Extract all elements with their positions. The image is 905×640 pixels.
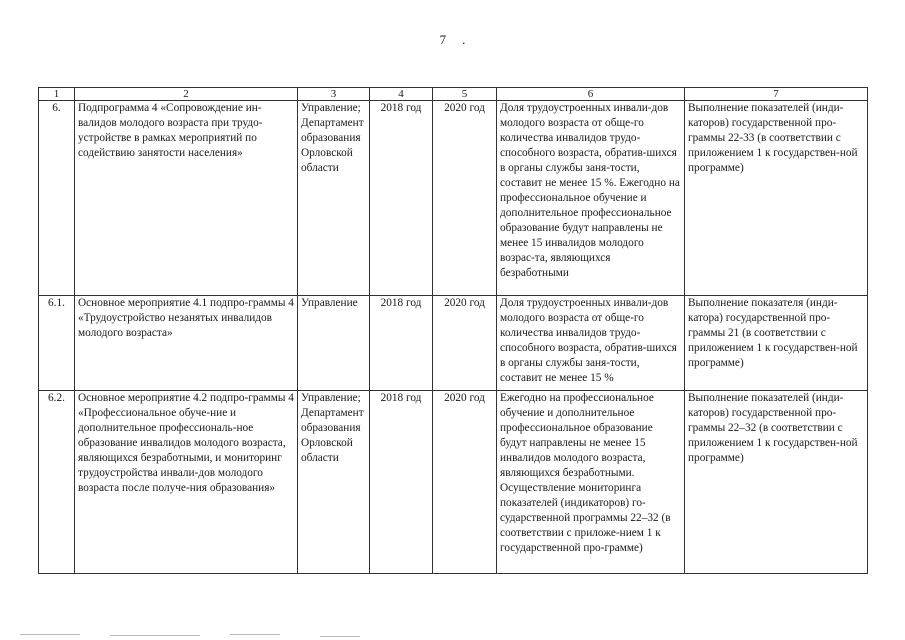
column-header: 6 xyxy=(497,88,685,101)
table-row xyxy=(39,101,868,296)
executor: Управление; Департамент образования Орловской области xyxy=(298,101,370,296)
table-header-row xyxy=(39,88,868,101)
page-number-value: 7 xyxy=(439,32,447,47)
row-number: 6.1. xyxy=(39,296,75,391)
start-year: 2018 год xyxy=(370,101,433,296)
column-header: 5 xyxy=(433,88,497,101)
executor: Управление xyxy=(298,296,370,391)
measure-name: Подпрограмма 4 «Сопровождение ин-валидов молодого возраста при трудо-устройстве в рамках мероприятий по содействию занятости населения» xyxy=(75,101,298,296)
start-year: 2018 год xyxy=(370,391,433,574)
column-header: 3 xyxy=(298,88,370,101)
expected-result: Ежегодно на профессиональное обучение и дополнительное профессиональное образование будут направлены не менее 15 инвалидов молодого возраста, являющихся безработными. Осуществление мониторинга показателей (индикаторов) го-сударственной программы 22–32 (в соответствии с приложе-нием 1 к государственной про-грамме) xyxy=(497,391,685,574)
table-row xyxy=(39,296,868,391)
measure-name: Основное мероприятие 4.2 подпро-граммы 4 «Профессиональное обуче-ние и дополнительное профессиональ-ное образование инвалидов молодого возраста, являющихся безработными, и мониторинг трудоустройства инвали-дов молодого возраста после получе-ния образования» xyxy=(75,391,298,574)
row-number: 6. xyxy=(39,101,75,296)
expected-result: Доля трудоустроенных инвали-дов молодого возраста от обще-го количества инвалидов трудо-способного возраста, обратив-шихся в органы службы заня-тости, составит не менее 15 % xyxy=(497,296,685,391)
indicator-link: Выполнение показателей (инди-каторов) государственной про-граммы 22-33 (в соответствии с приложением 1 к государствен-ной программе) xyxy=(685,101,868,296)
column-header: 7 xyxy=(685,88,868,101)
executor: Управление; Департамент образования Орловской области xyxy=(298,391,370,574)
column-header: 1 xyxy=(39,88,75,101)
end-year: 2020 год xyxy=(433,101,497,296)
measure-name: Основное мероприятие 4.1 подпро-граммы 4 «Трудоустройство незанятых инвалидов молодого возраста» xyxy=(75,296,298,391)
column-header: 2 xyxy=(75,88,298,101)
table-row xyxy=(39,391,868,574)
program-table xyxy=(38,87,868,574)
page-number xyxy=(0,32,905,48)
end-year: 2020 год xyxy=(433,391,497,574)
row-number: 6.2. xyxy=(39,391,75,574)
expected-result: Доля трудоустроенных инвали-дов молодого возраста от обще-го количества инвалидов трудо-способного возраста, обратив-шихся в органы службы заня-тости, составит не менее 15 %. Ежегодно на профессиональное обучение и дополнительное профессиональное образование будут направлены не менее 15 инвалидов молодого возрас-та, являющихся безработными xyxy=(497,101,685,296)
start-year: 2018 год xyxy=(370,296,433,391)
page-number-mark: . xyxy=(462,32,466,47)
indicator-link: Выполнение показателей (инди-каторов) государственной про-граммы 22–32 (в соответствии с приложением 1 к государствен-ной программе) xyxy=(685,391,868,574)
indicator-link: Выполнение показателя (инди-катора) государственной про-граммы 21 (в соответствии с приложением 1 к государствен-ной программе) xyxy=(685,296,868,391)
end-year: 2020 год xyxy=(433,296,497,391)
scan-artifact xyxy=(0,628,905,640)
column-header: 4 xyxy=(370,88,433,101)
